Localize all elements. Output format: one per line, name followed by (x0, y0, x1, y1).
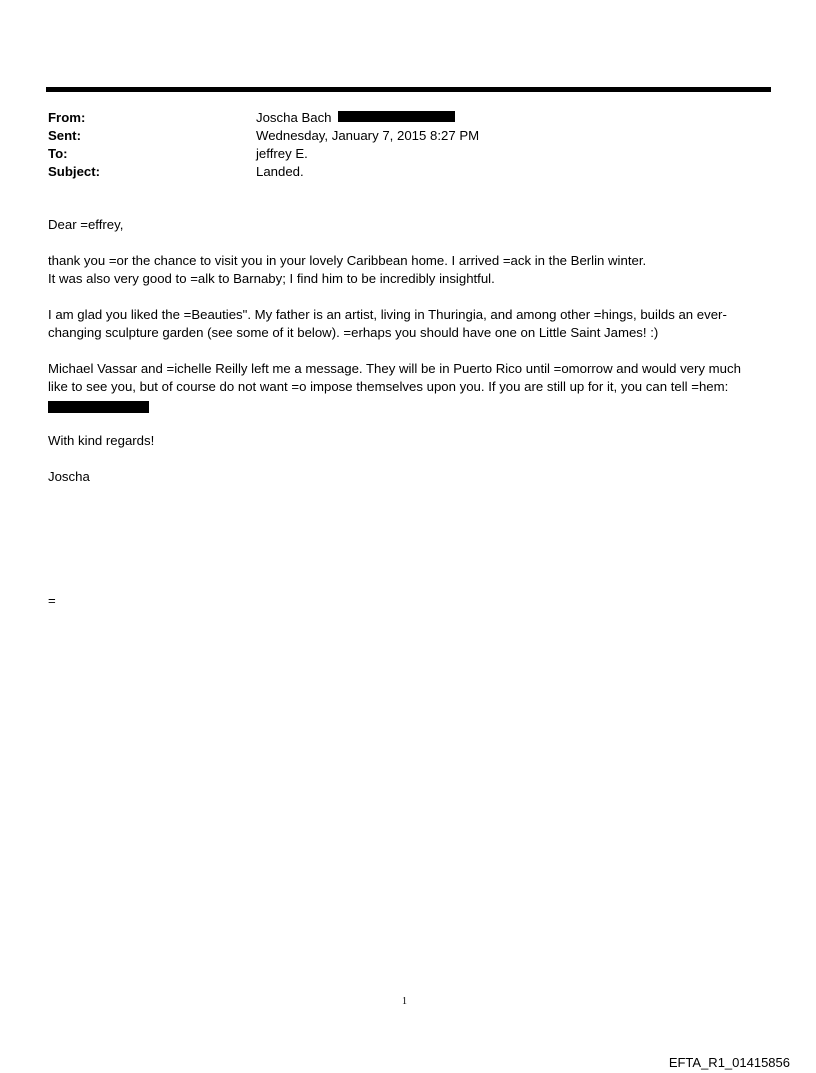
redacted-contact-line (48, 396, 778, 414)
sent-value: Wednesday, January 7, 2015 8:27 PM (256, 128, 480, 143)
paragraph-2-line-2: changing sculpture garden (see some of it below). =erhaps you should have one on Little Saint James! :) (48, 325, 659, 340)
paragraph-1-line-2: It was also very good to =alk to Barnaby; I find him to be incredibly insightful. (48, 271, 495, 286)
redacted-email (338, 111, 455, 122)
header-divider (46, 87, 771, 92)
email-body (48, 216, 778, 486)
page-number: 1 (402, 996, 407, 1007)
paragraph-1-line-1: thank you =or the chance to visit you in your lovely Caribbean home. I arrived =ack in the Berlin winter. (48, 253, 647, 268)
to-label: To: (48, 146, 68, 161)
subject-row (48, 163, 768, 181)
to-value: jeffrey E. (256, 146, 308, 161)
closing: With kind regards! (48, 433, 155, 448)
document-id: EFTA_R1_01415856 (668, 1055, 790, 1070)
subject-label: Subject: (48, 164, 101, 179)
from-row (48, 109, 768, 127)
sent-label: Sent: (48, 128, 81, 143)
subject-value: Landed. (256, 164, 304, 179)
redacted-contact (48, 401, 149, 413)
sent-row (48, 127, 768, 145)
email-header (48, 109, 768, 181)
paragraph-2-line-1: I am glad you liked the =Beauties". My father is an artist, living in Thuringia, and among other =hings, builds an ever- (48, 307, 727, 322)
trailing-equals: = (48, 593, 56, 608)
sender-name: Joscha Bach (256, 110, 332, 125)
from-label: From: (48, 110, 86, 125)
from-value (256, 109, 768, 127)
greeting: Dear =effrey, (48, 217, 124, 232)
paragraph-3-line-1: Michael Vassar and =ichelle Reilly left me a message. They will be in Puerto Rico until =omorrow and would very much (48, 361, 741, 376)
to-row (48, 145, 768, 163)
signature: Joscha (48, 469, 90, 484)
paragraph-3-line-2: like to see you, but of course do not want =o impose themselves upon you. If you are still up for it, you can tell =hem: (48, 379, 729, 394)
